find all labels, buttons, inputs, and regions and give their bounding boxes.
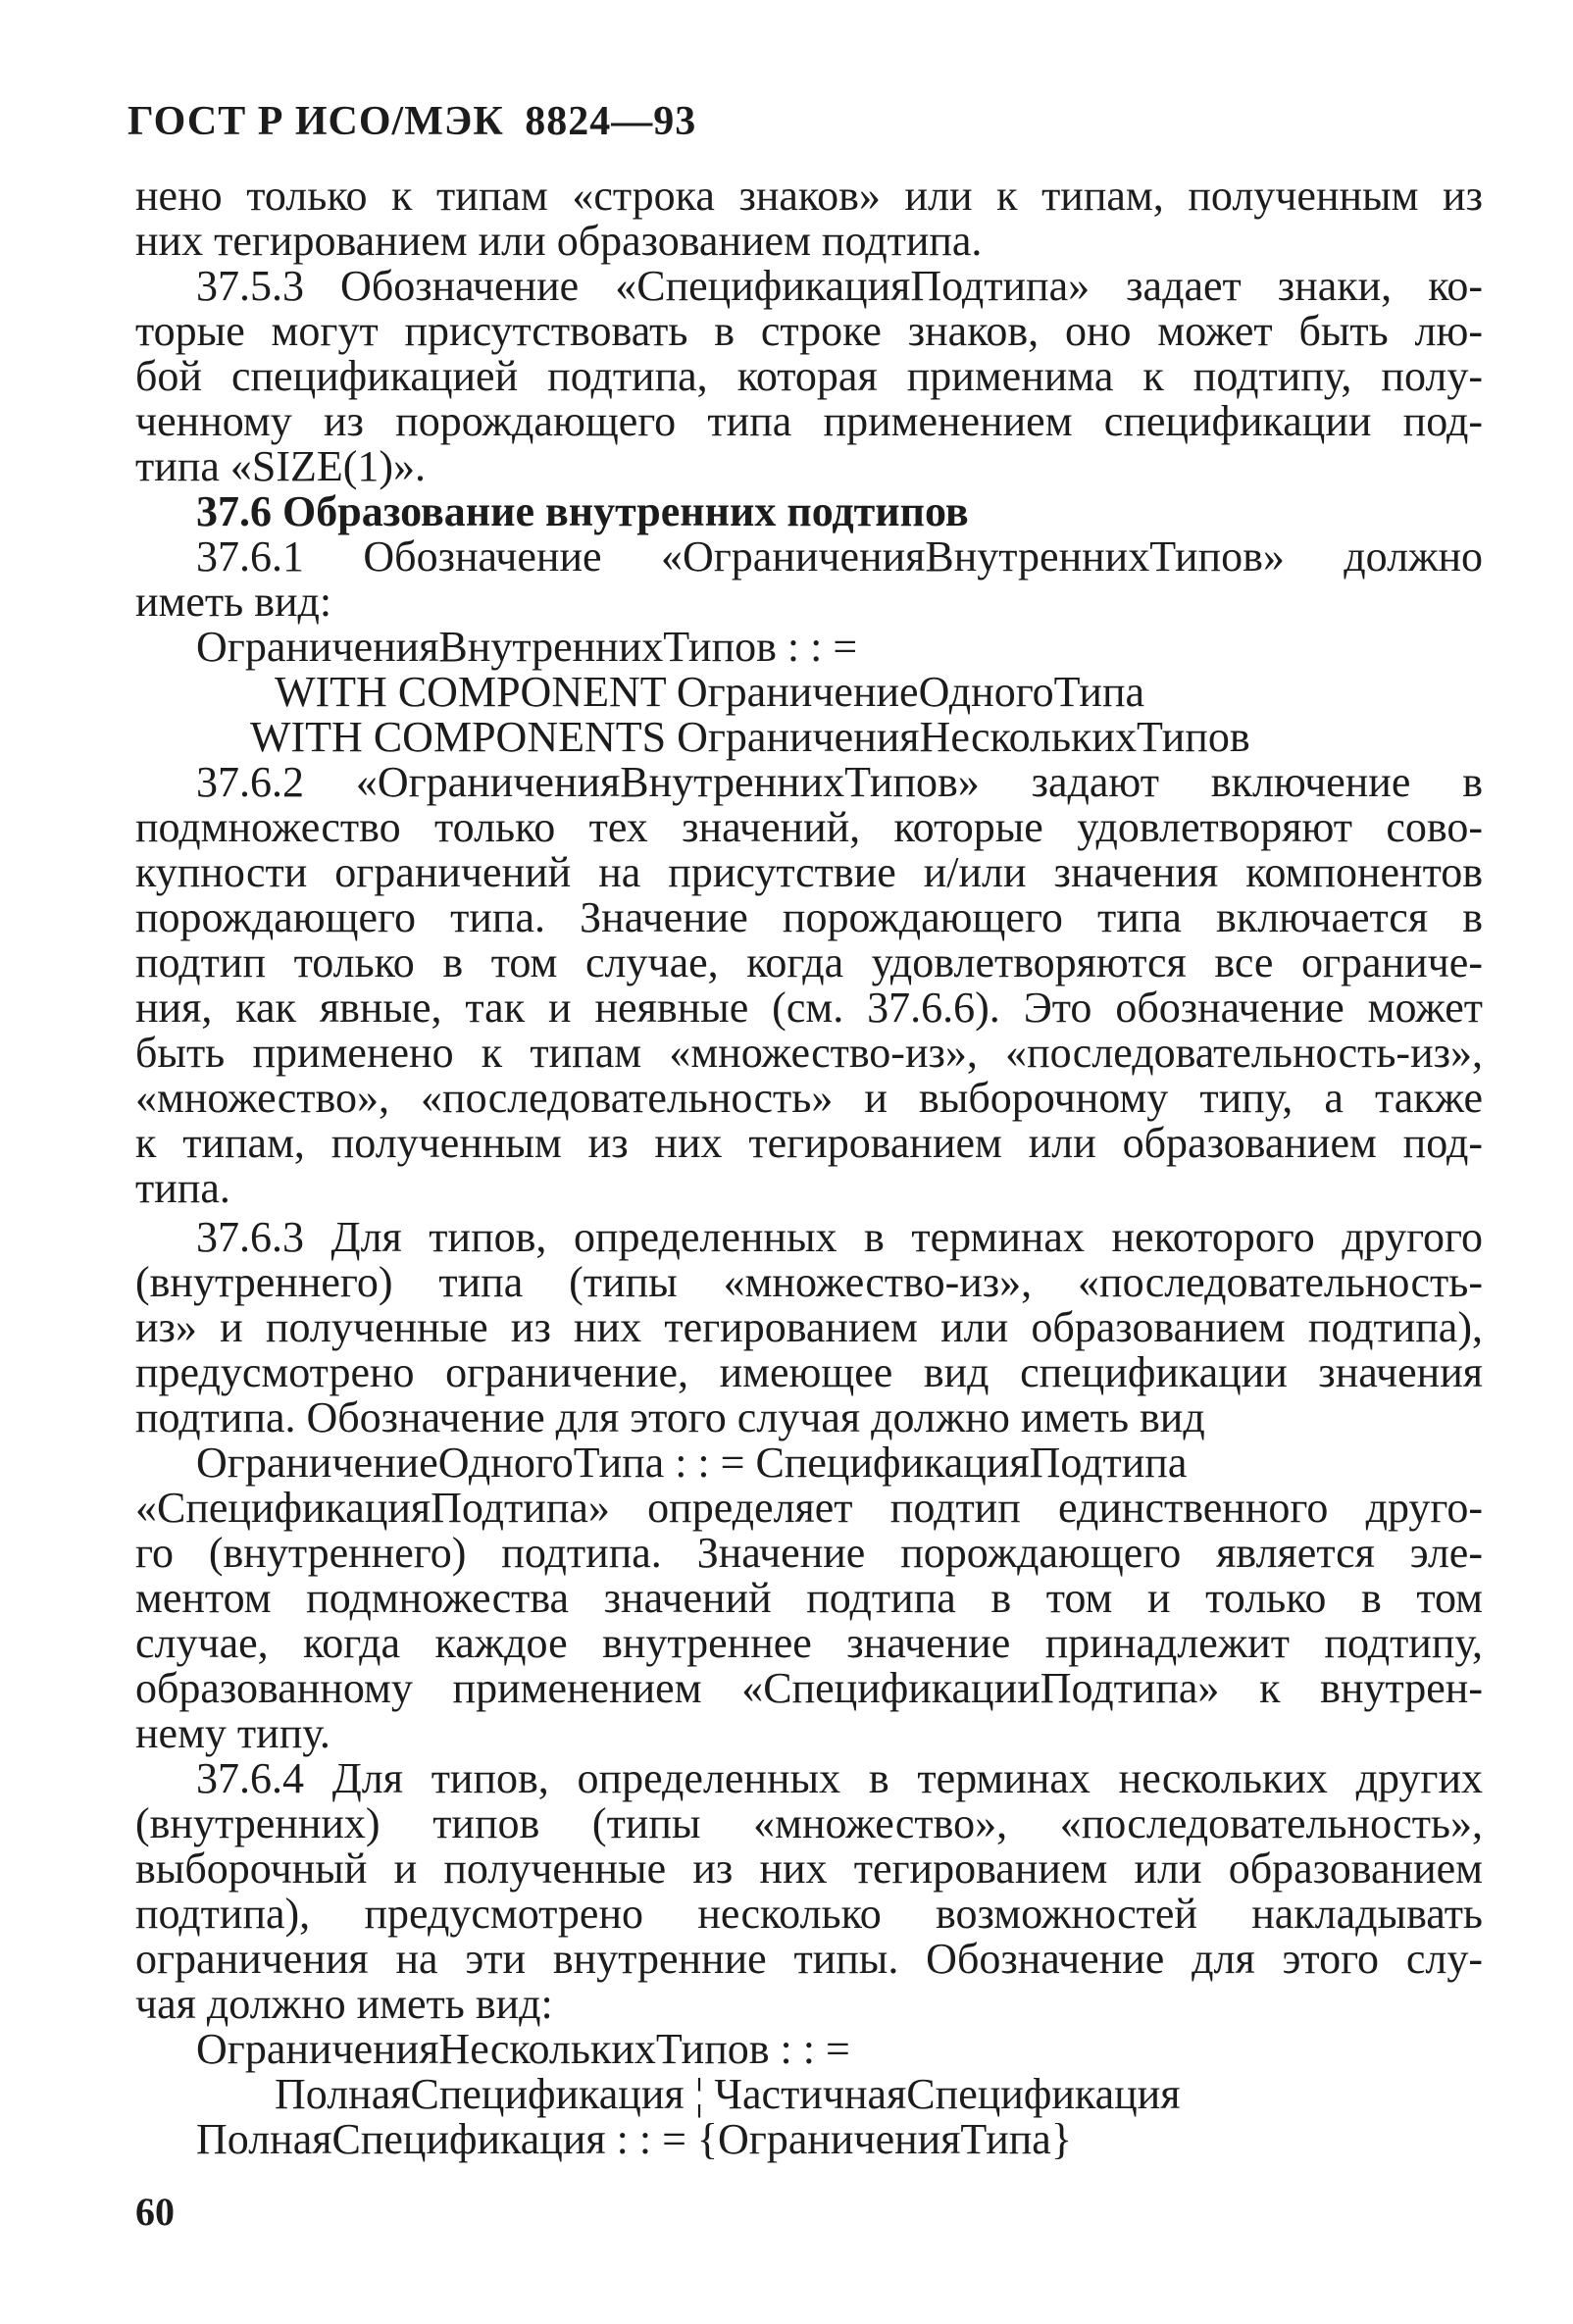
formula-line: WITH COMPONENTS ОграниченияНесколькихТипов [250,713,1250,761]
text-line: (внутреннего) типа (типы «множество-из», «последовательность- [135,1258,1483,1306]
text-line: 37.6.1 Обозначение «ОграниченияВнутреннихТипов» должно [196,532,1483,581]
text-line: (внутренних) типов (типы «множество», «последовательность», [135,1799,1483,1847]
text-line: быть применено к типам «множество-из», «последовательность-из», [135,1029,1483,1077]
text-line: чая должно иметь вид: [135,1980,553,2028]
formula-line: ПолнаяСпецификация : : = {ОграниченияТипа} [196,2115,1072,2163]
page-header [127,98,696,145]
text-line: выборочный и полученные из них тегированием или образованием [135,1844,1483,1893]
formula-line: ПолнаяСпецификация ¦ ЧастичнаяСпецификация [275,2070,1181,2118]
text-line: к типам, полученным из них тегированием или образованием под- [135,1119,1483,1167]
text-line: нено только к типам «строка знаков» или к типам, полученным из [135,172,1483,220]
text-line: типа. [135,1164,230,1212]
text-line: из» и полученные из них тегированием или образованием подтипа), [135,1303,1483,1351]
text-line: 37.6.4 Для типов, определенных в терминах нескольких других [196,1754,1483,1802]
text-line: предусмотрено ограничение, имеющее вид спецификации значения [135,1348,1483,1396]
text-line: образованному применением «СпецификацииПодтипа» к внутрен- [135,1664,1483,1712]
text-line: подтипа. Обозначение для этого случая должно иметь вид [135,1393,1205,1441]
text-line: 37.5.3 Обозначение «СпецификацияПодтипа» задает знаки, ко- [196,262,1483,310]
formula-line: WITH COMPONENT ОграничениеОдногоТипа [275,668,1145,716]
text-line: них тегированием или образованием подтипа. [135,217,983,265]
text-line: типа «SIZE(1)». [135,442,427,490]
text-line: 37.6.3 Для типов, определенных в терминах некоторого другого [196,1213,1483,1261]
formula-line: ОграниченияНесколькихТипов : : = [196,2025,850,2073]
text-line: иметь вид: [135,578,332,626]
text-line: нему типу. [135,1709,330,1757]
text-line: ментом подмножества значений подтипа в том и только в том [135,1574,1483,1622]
text-line: бой спецификацией подтипа, которая применима к подтипу, полу- [135,352,1483,400]
standard-number: 8824—93 [525,99,697,144]
text-line: подтипа), предусмотрено несколько возможностей накладывать [135,1890,1483,1938]
text-line: случае, когда каждое внутреннее значение принадлежит подтипу, [135,1619,1483,1667]
text-line: ченному из порождающего типа применением спецификации под- [135,397,1483,445]
text-line: «множество», «последовательность» и выборочному типу, а также [135,1074,1483,1122]
text-line: ограничения на эти внутренние типы. Обозначение для этого слу- [135,1935,1483,1983]
text-line: го (внутреннего) подтипа. Значение порождающего является эле- [135,1529,1483,1577]
text-line: «СпецификацияПодтипа» определяет подтип единственного друго- [135,1484,1483,1532]
text-line: купности ограничений на присутствие и/или значения компонентов [135,848,1483,896]
text-line: ния, как явные, так и неявные (см. 37.6.6). Это обозначение может [135,984,1483,1032]
page-number: 60 [135,2190,175,2234]
formula-line: ОграниченияВнутреннихТипов : : = [196,623,858,671]
text-line: подтип только в том случае, когда удовлетворяются все ограниче- [135,938,1483,986]
formula-line: ОграничениеОдногоТипа : : = СпецификацияПодтипа [196,1439,1188,1487]
standard-designation: ГОСТ Р ИСО/МЭК [127,99,504,144]
text-line: подмножество только тех значений, которые удовлетворяют сово- [135,803,1483,851]
text-line: 37.6.2 «ОграниченияВнутреннихТипов» задают включение в [196,758,1483,806]
section-heading: 37.6 Образование внутренних подтипов [196,487,969,535]
text-line: порождающего типа. Значение порождающего типа включается в [135,893,1483,941]
text-line: торые могут присутствовать в строке знаков, оно может быть лю- [135,307,1483,355]
